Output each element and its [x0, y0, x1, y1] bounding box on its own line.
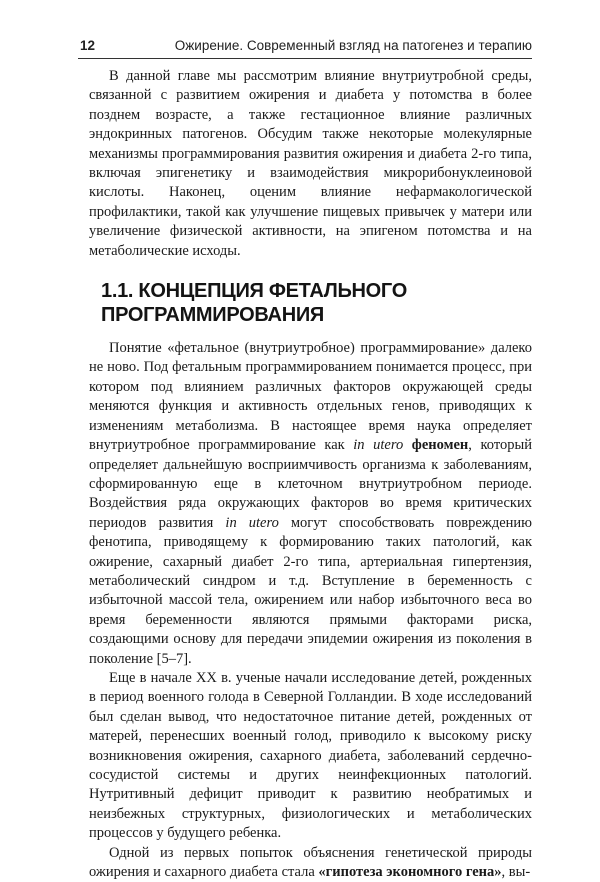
p3-text-a: Одной из первых попыток объяснения генетической природы ожирения и сахарного диабета стала: [89, 844, 532, 881]
paragraph-fetal-programming: [89, 339, 532, 669]
page-number: 12: [80, 38, 96, 53]
p3-text-b: , вы-: [501, 864, 531, 881]
p1-text-c: , который определяет дальнейшую восприимчивость организма к заболеваниям, сформированную еще в клеточном внутриутробном периоде. Воздействия ряда окружающих факторов во время критических периодов развития: [89, 437, 532, 531]
intro-paragraph: В данной главе мы рассмотрим влияние внутриутробной среды, связанной с развитием ожирения и диабета у потомства в более позднем возрасте, а также гестационное влияние различных эндокринных патогенов. Обсудим также некоторые молекулярные механизмы программирования развития ожирения и диабета 2-го типа, включая эпигенетику и взаимодействия микрорибонуклеиновой кислоты. Наконец, оценим влияние нефармакологической профилактики, такой как улучшение пищевых привычек у матери или увеличение физической активности, на эпигеном потомства и на метаболические исходы.: [89, 68, 532, 259]
p1-text-a: Понятие «фетальное (внутриутробное) программирование» далеко не ново. Под фетальным программированием понимается процесс, при котором под влиянием различных факторов окружающей среды меняются функция и активность отдельных генов, приводящих к изменениям метаболизма. В настоящее время наука определяет внутриутробное программирование как: [89, 340, 532, 454]
in-utero-term: in utero: [225, 514, 279, 531]
paragraph-dutch-famine: Еще в начале XX в. ученые начали исследование детей, рожденных в период военного голода в Северной Голландии. В ходе исследований был сделан вывод, что недостаточное питание детей, рожденных от матерей, перенесших военный голод, приводило к высокому риску возникновения ожирения, сахарного диабета, заболеваний сердечно-сосудистой системы и других неинфекционных патологий. Нутритивный дефицит приводит к развитию необратимых и неизбежных структурных, физиологических и метаболических процессов у будущего ребенка.: [89, 669, 532, 842]
in-utero-term: in utero: [353, 437, 404, 454]
thrifty-gene-term: «гипотеза экономного гена»: [318, 864, 502, 881]
running-header: [78, 34, 532, 56]
header-rule: [78, 58, 532, 59]
paragraph-thrifty-gene: [89, 844, 532, 882]
running-title: Ожирение. Современный взгляд на патогенез и терапию: [174, 38, 532, 53]
phenomenon-term: феномен: [403, 437, 469, 454]
page-body: [89, 67, 532, 882]
section-heading: 1.1. КОНЦЕПЦИЯ ФЕТАЛЬНОГО ПРОГРАММИРОВАНИЯ: [101, 280, 407, 327]
p1-text-d: могут способствовать повреждению фенотипа, приводящему к формированию таких патологий, как ожирение, сахарный диабет 2-го типа, артериальная гипертензия, метаболический синдром и т.д. Вступление в беременность с избыточной массой тела, ожирением или набор избыточного веса во время беременности являются прямыми факторами риска, создающими основу для передачи эпидемии ожирения из поколения в поколение [5–7].: [89, 514, 532, 667]
